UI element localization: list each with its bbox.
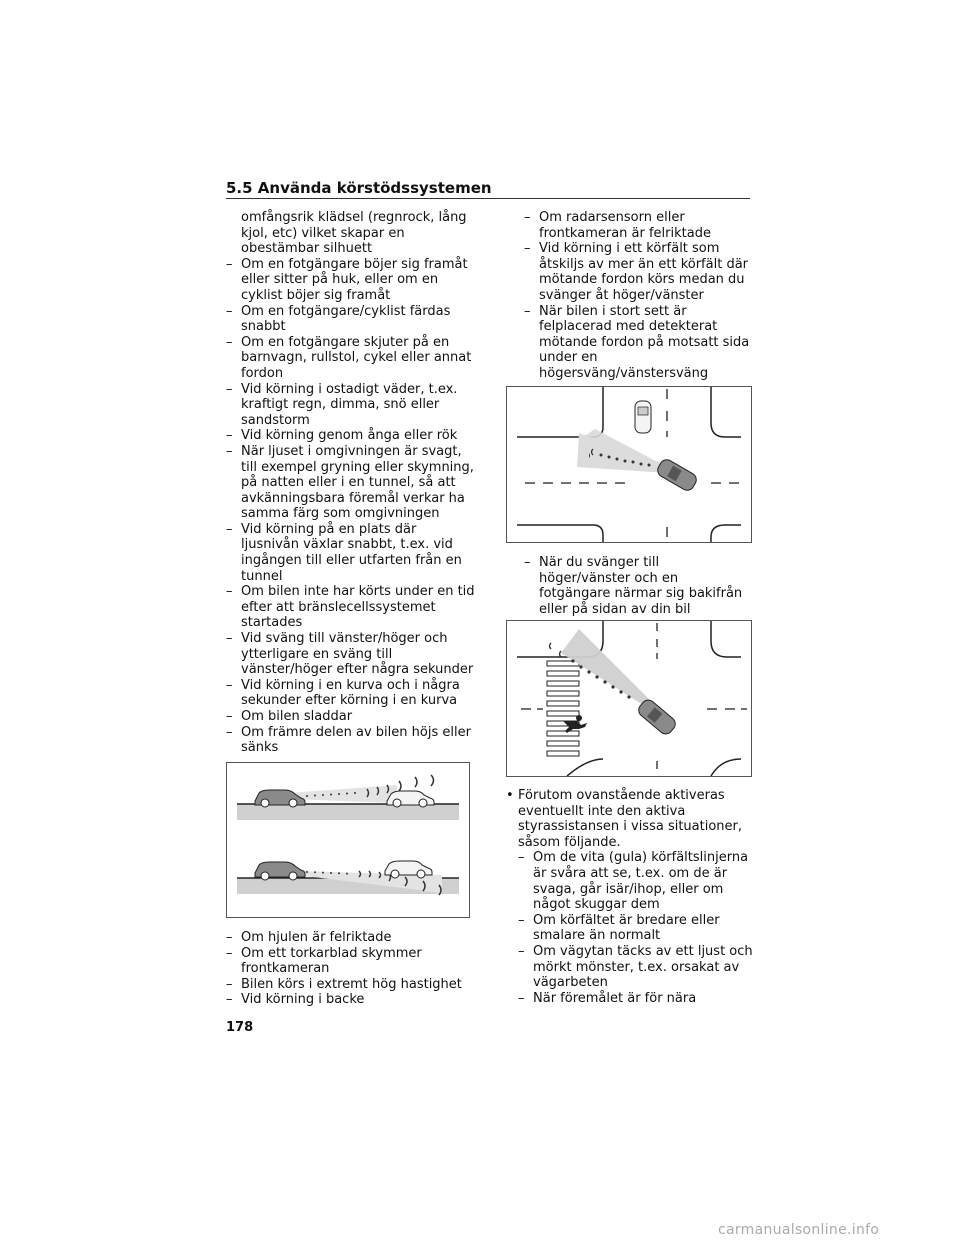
pedestrian-icon [563,715,587,733]
list-item: – Vid körning i ostadigt väder, t.ex. kraftigt regn, dimma, snö eller sandstorm [226,381,458,428]
bullet-item: • Förutom ovanstående aktiveras eventuellt inte den aktiva styrassistansen i vissa situationer, såsom följande. [506,788,743,850]
figure-intersection-turn [506,386,752,543]
list-item: – När föremålet är för nära [518,990,697,1006]
list-item: – Om radarsensorn eller frontkameran är felriktade [524,210,711,241]
right-column-bottom [506,788,754,1006]
continuation-text: omfångsrik klädsel (regnrock, lång kjol, etc) vilket skapar en obestämbar silhuett [241,210,467,257]
list-item: – Om vägytan täcks av ett ljust och mörkt mönster, t.ex. orsakat av vägarbeten [518,943,753,991]
figure-intersection-illustration [507,387,751,542]
list-item: – Om de vita (gula) körfältslinjerna är svåra att se, t.ex. om de är svaga, går isär/ihop, eller om något skuggar dem [518,850,749,913]
list-item: – Om hjulen är felriktade [226,930,392,945]
list-item: – Om en fotgängare/cyklist färdas snabbt [226,303,451,335]
right-column-mid [524,555,752,617]
list-item: – Bilen körs i extremt hög hastighet [226,976,462,992]
page-number: 178 [226,1020,254,1035]
left-column-after-figure [226,930,476,1008]
list-item: – Om körfältet är bredare eller smalare än normalt [518,912,720,944]
list-item: – Vid körning genom ånga eller rök [226,428,458,444]
figure-vehicle-tilt [226,762,470,918]
figure-vehicle-tilt-illustration [227,763,469,917]
list-item: – Om bilen inte har körts under en tid efter att bränslecellssystemet startades [226,584,475,631]
list-item: – Vid sväng till vänster/höger och ytterligare en sväng till vänster/höger efter några sekunder [226,631,474,678]
list-item: – Vid körning i en kurva och i några sekunder efter körning i en kurva [226,677,460,709]
list-item: – Vid körning på en plats där ljusnivån växlar snabbt, t.ex. vid ingången till eller utfarten från en tunnel [226,521,462,584]
list-item: – När du svänger till höger/vänster och en fotgängare närmar sig bakifrån eller på sidan av din bil [524,555,743,617]
list-item: – Om främre delen av bilen höjs eller sänks [226,724,471,756]
list-item: – Om ett torkarblad skymmer frontkameran [226,945,422,977]
section-title: 5.5 Använda körstödssystemen [226,179,492,197]
watermark: carmanualsonline.info [718,1222,880,1238]
section-header [226,178,750,198]
list-item: – När ljuset i omgivningen är svagt, till exempel gryning eller skymning, på natten eller i en tunnel, så att avkänningsbara föremål verkar ha samma färg som omgivningen [226,443,474,522]
right-column [506,210,756,382]
left-column [226,210,476,756]
list-item: – Vid körning i backe [226,992,365,1008]
list-item: – Om en fotgängare skjuter på en barnvagn, rullstol, cykel eller annat fordon [226,334,472,381]
header-divider [226,198,750,199]
list-item: – Om en fotgängare böjer sig framåt eller sitter på huk, eller om en cyklist böjer sig framåt [226,256,468,303]
list-item: – Vid körning i ett körfält som åtskiljs av mer än ett körfält där mötande fordon körs medan du svänger åt höger/vänster [524,241,749,303]
list-item: – Om bilen sladdar [226,709,353,724]
figure-pedestrian-illustration [507,621,751,776]
figure-intersection-pedestrian [506,620,752,777]
list-item: – När bilen i stort sett är felplacerad med detekterat mötande fordon på motsatt sida under en högersväng/vänstersväng [524,303,750,381]
